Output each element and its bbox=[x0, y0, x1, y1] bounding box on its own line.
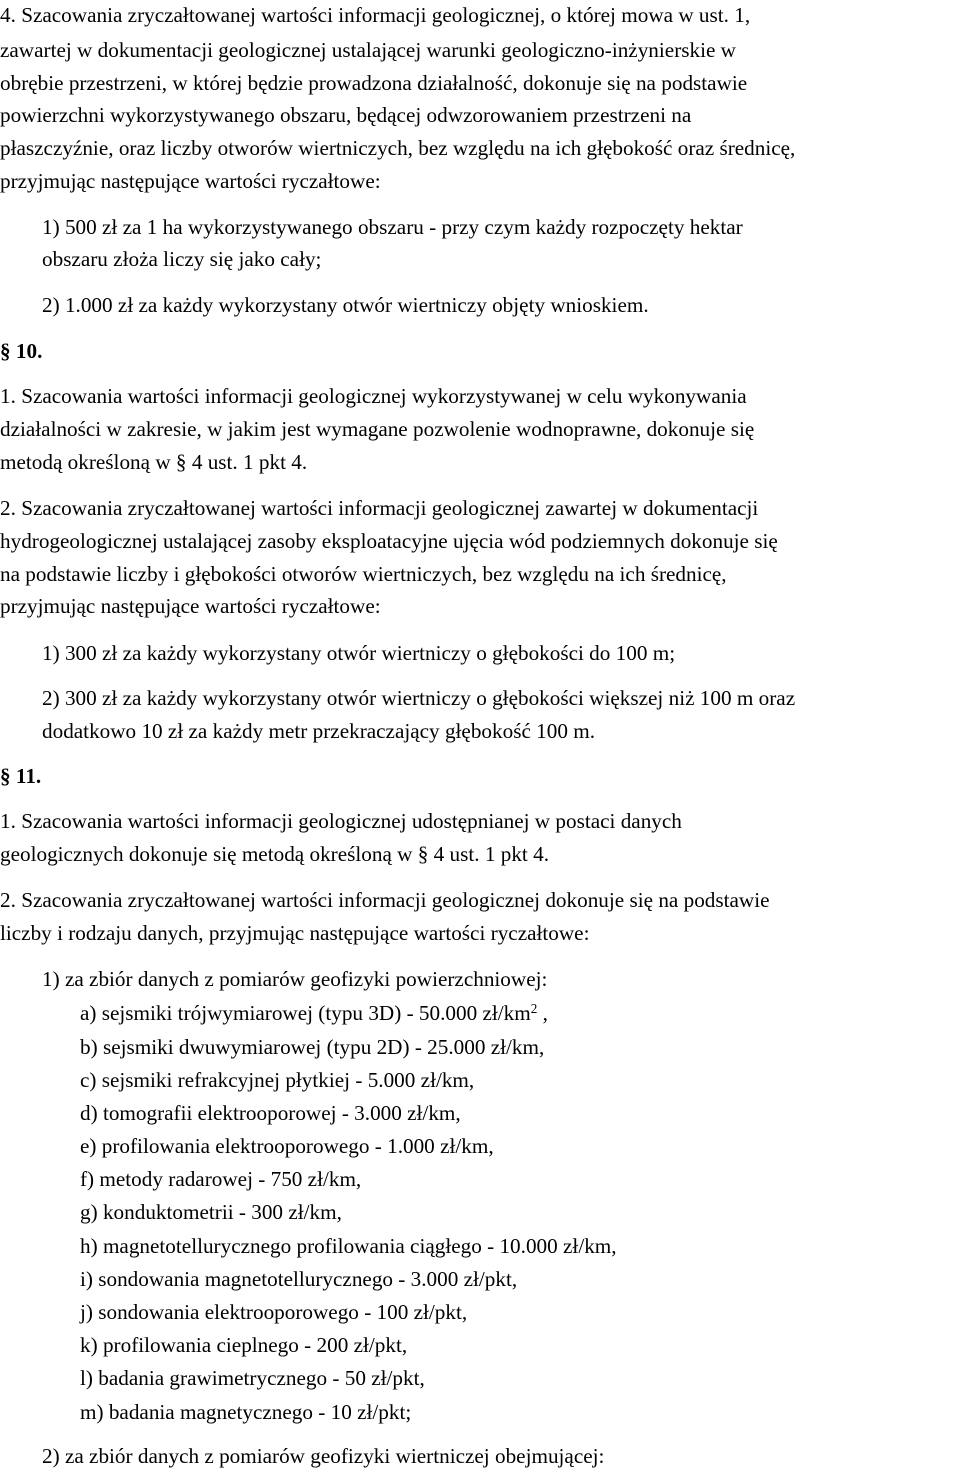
paragraph-line: zawartej w dokumentacji geologicznej ustalającej warunki geologiczno-inżynierskie w bbox=[0, 38, 736, 62]
superscript: 2 bbox=[530, 1000, 538, 1016]
sub-list-item: d) tomografii elektrooporowej - 3.000 zł/km, bbox=[80, 1101, 461, 1125]
list-item: 1) 300 zł za każdy wykorzystany otwór wiertniczy o głębokości do 100 m; bbox=[42, 641, 676, 665]
list-item-continuation: obszaru złoża liczy się jako cały; bbox=[42, 247, 322, 271]
paragraph-line: metodą określoną w § 4 ust. 1 pkt 4. bbox=[0, 450, 308, 474]
sub-list-item bbox=[80, 1001, 548, 1025]
list-item: 1) 500 zł za 1 ha wykorzystywanego obszaru - przy czym każdy rozpoczęty hektar bbox=[42, 215, 743, 239]
sub-list-item: g) konduktometrii - 300 zł/km, bbox=[80, 1200, 342, 1224]
paragraph-line: płaszczyźnie, oraz liczby otworów wiertniczych, bez względu na ich głębokość oraz średnicę, bbox=[0, 136, 796, 160]
paragraph-line: przyjmując następujące wartości ryczałtowe: bbox=[0, 169, 381, 193]
section-heading: § 10. bbox=[0, 339, 43, 363]
paragraph-line: na podstawie liczby i głębokości otworów wiertniczych, bez względu na ich średnicę, bbox=[0, 562, 727, 586]
list-item: 2) 300 zł za każdy wykorzystany otwór wiertniczy o głębokości większej niż 100 m oraz bbox=[42, 686, 796, 710]
sub-list-item: b) sejsmiki dwuwymiarowej (typu 2D) - 25.000 zł/km, bbox=[80, 1035, 545, 1059]
paragraph-line: 1. Szacowania wartości informacji geologicznej udostępnianej w postaci danych bbox=[0, 809, 682, 833]
paragraph-line: powierzchni wykorzystywanego obszaru, będącej odwzorowaniem przestrzeni na bbox=[0, 103, 692, 127]
paragraph-line: przyjmując następujące wartości ryczałtowe: bbox=[0, 594, 381, 618]
paragraph-line: 1. Szacowania wartości informacji geologicznej wykorzystywanej w celu wykonywania bbox=[0, 384, 747, 408]
sub-list-item: k) profilowania cieplnego - 200 zł/pkt, bbox=[80, 1333, 408, 1357]
sub-list-item: j) sondowania elektrooporowego - 100 zł/pkt, bbox=[80, 1300, 468, 1324]
paragraph-line: geologicznych dokonuje się metodą określoną w § 4 ust. 1 pkt 4. bbox=[0, 842, 550, 866]
paragraph-line: hydrogeologicznej ustalającej zasoby eksploatacyjne ujęcia wód podziemnych dokonuje się bbox=[0, 529, 778, 553]
sub-list-item: e) profilowania elektrooporowego - 1.000 zł/km, bbox=[80, 1134, 494, 1158]
sub-list-item: f) metody radarowej - 750 zł/km, bbox=[80, 1167, 362, 1191]
list-item: 1) za zbiór danych z pomiarów geofizyki powierzchniowej: bbox=[42, 967, 548, 991]
sub-list-item: i) sondowania magnetotellurycznego - 3.000 zł/pkt, bbox=[80, 1267, 518, 1291]
list-item-continuation: dodatkowo 10 zł za każdy metr przekraczający głębokość 100 m. bbox=[42, 719, 596, 743]
sub-list-item-tail: , bbox=[537, 1001, 548, 1025]
sub-list-item-text: a) sejsmiki trójwymiarowej (typu 3D) - 50.000 zł/km bbox=[80, 1001, 531, 1025]
list-item: 2) za zbiór danych z pomiarów geofizyki wiertniczej obejmującej: bbox=[42, 1444, 605, 1468]
sub-list-item: m) badania magnetycznego - 10 zł/pkt; bbox=[80, 1400, 412, 1424]
paragraph-line: 2. Szacowania zryczałtowanej wartości informacji geologicznej zawartej w dokumentacji bbox=[0, 496, 759, 520]
paragraph-line: działalności w zakresie, w jakim jest wymagane pozwolenie wodnoprawne, dokonuje się bbox=[0, 417, 755, 441]
section-heading: § 11. bbox=[0, 764, 42, 788]
sub-list-item: l) badania grawimetrycznego - 50 zł/pkt, bbox=[80, 1366, 425, 1390]
paragraph-line: 2. Szacowania zryczałtowanej wartości informacji geologicznej dokonuje się na podstawie bbox=[0, 888, 770, 912]
sub-list-item: c) sejsmiki refrakcyjnej płytkiej - 5.000 zł/km, bbox=[80, 1068, 475, 1092]
sub-list-item: h) magnetotellurycznego profilowania ciągłego - 10.000 zł/km, bbox=[80, 1234, 617, 1258]
paragraph-line: obrębie przestrzeni, w której będzie prowadzona działalność, dokonuje się na podstawie bbox=[0, 71, 748, 95]
list-item: 2) 1.000 zł za każdy wykorzystany otwór wiertniczy objęty wnioskiem. bbox=[42, 293, 649, 317]
paragraph-line: 4. Szacowania zryczałtowanej wartości informacji geologicznej, o której mowa w ust. 1, bbox=[0, 3, 751, 27]
paragraph-line: liczby i rodzaju danych, przyjmując następujące wartości ryczałtowe: bbox=[0, 921, 590, 945]
